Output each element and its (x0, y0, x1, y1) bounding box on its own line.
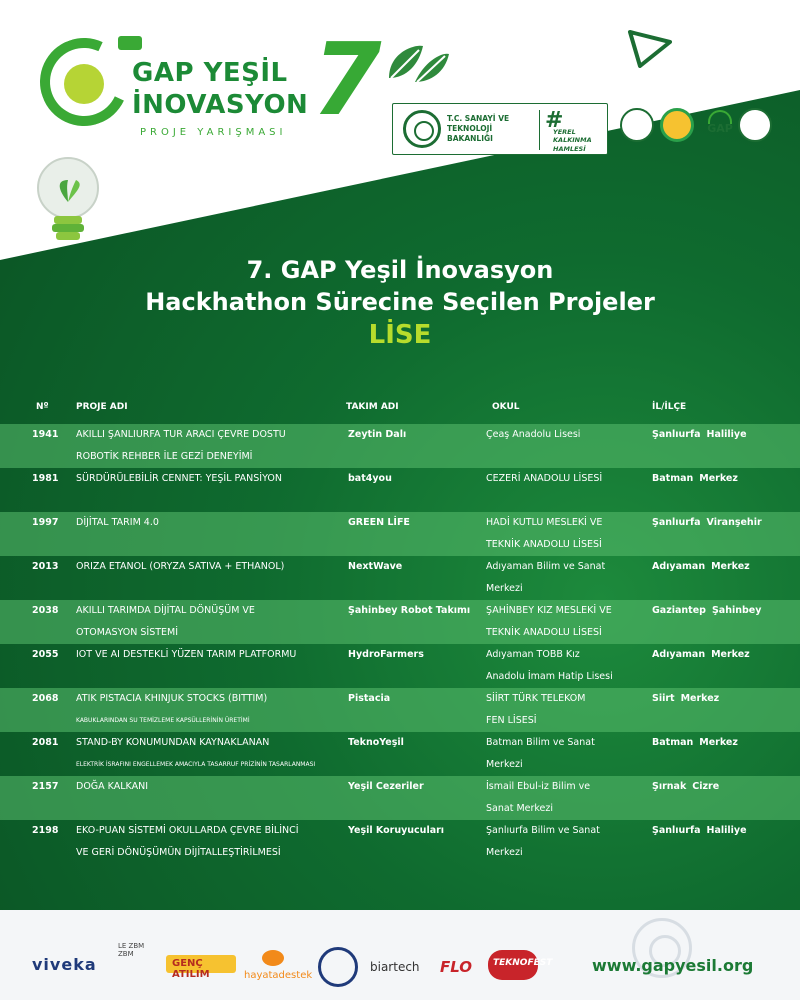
sponsor-geng-text: GENÇ ATILIM (172, 958, 210, 980)
page-title-line1: 7. GAP Yeşil İnovasyon (246, 256, 554, 284)
website-link[interactable]: www.gapyesil.org (592, 956, 754, 975)
cell-city (652, 732, 738, 754)
ministry-divider (539, 110, 540, 150)
sponsor-flo: FLO (440, 958, 473, 976)
cell-no: 1981 (32, 473, 59, 484)
sponsor-hayatadestek: hayatadestek (244, 970, 313, 981)
gap-logo (702, 108, 736, 142)
cell-province: Şırnak (652, 781, 687, 792)
cell-district: Şahinbey (711, 605, 762, 616)
cell-school-line2: TEKNİK ANADOLU LİSESİ (486, 539, 602, 550)
cell-district: Merkez (680, 693, 720, 704)
cell-project-line1: SÜRDÜRÜLEBİLİR CENNET: YEŞİL PANSİYON (76, 473, 282, 484)
cell-province: Batman (652, 473, 694, 484)
partner-seal-icon-1 (620, 108, 654, 142)
cell-project-line1: ATIK PISTACIA KHINJUK STOCKS (BITTIM) (76, 693, 268, 704)
cell-district: Cizre (692, 781, 720, 792)
cell-no: 2157 (32, 781, 59, 792)
cell-project-line1: ORIZA ETANOL (ORYZA SATIVA + ETHANOL) (76, 561, 285, 572)
table-row (0, 468, 800, 512)
sponsor-teknofest-logo (488, 950, 553, 980)
cell-team: HydroFarmers (348, 649, 424, 660)
cell-province: Adıyaman (652, 561, 706, 572)
cell-project-line2: OTOMASYON SİSTEMİ (76, 627, 179, 638)
table-row (0, 424, 800, 468)
cell-school-line2: Anadolu İmam Hatip Lisesi (486, 671, 613, 682)
sponsor-geng-logo (166, 955, 236, 980)
cell-no: 2038 (32, 605, 59, 616)
cell-district: Haliliye (706, 429, 747, 440)
cell-school-line1: CEZERİ ANADOLU LİSESİ (486, 473, 603, 484)
cell-district: Viranşehir (706, 517, 762, 528)
cell-team: Yeşil Cezeriler (348, 781, 424, 792)
category-label: LİSE (368, 320, 432, 350)
header-school: OKUL (492, 402, 520, 412)
cell-city (652, 820, 747, 842)
partner-seal-icon-2 (660, 108, 694, 142)
cell-team: Pistacia (348, 693, 391, 704)
cell-team: Yeşil Koruyucuları (348, 825, 445, 836)
hashtag-icon: # (545, 108, 564, 133)
cell-province: Siirt (652, 693, 675, 704)
cell-team: GREEN LİFE (348, 517, 410, 528)
cell-city (652, 424, 747, 446)
cell-school-line2: Sanat Merkezi (486, 803, 554, 814)
cell-school-line1: Çeaş Anadolu Lisesi (486, 429, 581, 440)
cell-no: 1941 (32, 429, 59, 440)
cell-school-line1: İsmail Ebul-iz Bilim ve (486, 781, 591, 792)
plug-icon (118, 36, 142, 50)
cell-team: Şahinbey Robot Takımı (348, 605, 471, 616)
light-bulb-icon (28, 150, 108, 250)
hayatadestek-logo-icon (262, 950, 284, 966)
sponsor-teknofest-text: TEKNOFEST (493, 958, 553, 968)
cell-school-line1: Adıyaman Bilim ve Sanat (486, 561, 606, 572)
cell-no: 2013 (32, 561, 59, 572)
ministry-name: T.C. SANAYİ VE TEKNOLOJİ BAKANLIĞI (447, 114, 510, 144)
cell-city (652, 556, 750, 578)
cell-school-line1: HADİ KUTLU MESLEKİ VE (486, 517, 603, 528)
table-row (0, 556, 800, 600)
table-row (0, 688, 800, 732)
cell-city (652, 600, 761, 622)
cell-team: Zeytin Dalı (348, 429, 407, 440)
ministry-seal-icon (403, 110, 441, 148)
cell-school-line2: TEKNİK ANADOLU LİSESİ (486, 627, 602, 638)
cell-project-line2: ELEKTRİK İSRAFINI ENGELLEMEK AMACIYLA TASARRUF PRİZİNİN TASARLANMASI (76, 761, 316, 768)
cell-team: bat4you (348, 473, 392, 484)
header-team: TAKIM ADI (346, 402, 399, 412)
cell-no: 1997 (32, 517, 59, 528)
header-no: Nº (36, 402, 49, 412)
cell-project-line2: KABUKLARINDAN SU TEMİZLEME KAPSÜLLERİNİN ÜRETİMİ (76, 717, 250, 724)
table-row (0, 732, 800, 776)
cell-team: TeknoYeşil (348, 737, 404, 748)
cell-team: NextWave (348, 561, 403, 572)
cell-province: Batman (652, 737, 694, 748)
cell-city (652, 644, 750, 666)
cell-school-line1: SİİRT TÜRK TELEKOM (486, 693, 586, 704)
cell-school-line2: Merkezi (486, 583, 523, 594)
cell-school-line1: ŞAHİNBEY KIZ MESLEKİ VE (486, 605, 612, 616)
table-row (0, 512, 800, 556)
header-city: İL/İLÇE (652, 402, 687, 412)
cell-city (652, 512, 762, 534)
cell-project-line2: ROBOTİK REHBER İLE GEZİ DENEYİMİ (76, 451, 253, 462)
cell-province: Şanlıurfa (652, 517, 701, 528)
cell-project-line1: AKILLI TARIMDA DİJİTAL DÖNÜŞÜM VE (76, 605, 255, 616)
cell-district: Merkez (711, 649, 750, 660)
logo-title-line1: GAP YEŞİL (132, 58, 288, 88)
sponsor-biartech: biartech (370, 960, 420, 974)
partner-seal-icon-4 (738, 108, 772, 142)
play-arrow-icon (626, 28, 672, 68)
cell-project-line1: STAND-BY KONUMUNDAN KAYNAKLANAN (76, 737, 270, 748)
cell-school-line1: Adıyaman TOBB Kız (486, 649, 580, 660)
table-row (0, 776, 800, 820)
cell-district: Haliliye (706, 825, 747, 836)
cell-project-line1: DOĞA KALKANI (76, 781, 148, 792)
cell-no: 2055 (32, 649, 59, 660)
cell-project-line1: IOT VE AI DESTEKLİ YÜZEN TARIM PLATFORMU (76, 649, 297, 660)
cell-project-line1: EKO-PUAN SİSTEMİ OKULLARDA ÇEVRE BİLİNCİ (76, 825, 299, 836)
cell-project-line1: DİJİTAL TARIM 4.0 (76, 517, 159, 528)
cell-project-line1: AKILLI ŞANLIURFA TUR ARACI ÇEVRE DOSTU (76, 429, 286, 440)
campaign-name: YEREL KALKINMA HAMLESİ (553, 128, 592, 153)
ministry-logo-box (392, 103, 608, 155)
cell-province: Gaziantep (652, 605, 706, 616)
cell-no: 2068 (32, 693, 59, 704)
cell-province: Şanlıurfa (652, 429, 701, 440)
cell-project-line2: VE GERİ DÖNÜŞÜMÜN DİJİTALLEŞTİRİLMESİ (76, 847, 281, 858)
cell-no: 2198 (32, 825, 59, 836)
cell-school-line1: Şanlıurfa Bilim ve Sanat (486, 825, 600, 836)
cell-school-line2: Merkezi (486, 759, 523, 770)
leaf-icon (385, 38, 451, 88)
sponsor-viveka: viveka (32, 955, 97, 974)
cell-school-line2: Merkezi (486, 847, 523, 858)
table-header (0, 402, 800, 420)
page-title-line2: Hackhathon Sürecine Seçilen Projeler (145, 288, 655, 316)
cell-school-line1: Batman Bilim ve Sanat (486, 737, 595, 748)
logo-leaf-mark (64, 64, 104, 104)
cell-school-line2: FEN LİSESİ (486, 715, 537, 726)
cell-city (652, 688, 719, 710)
cell-district: Merkez (699, 473, 738, 484)
cell-city (652, 776, 719, 798)
cell-no: 2081 (32, 737, 59, 748)
cell-province: Şanlıurfa (652, 825, 701, 836)
table-row (0, 600, 800, 644)
table-row (0, 820, 800, 864)
header-project: PROJE ADI (76, 402, 128, 412)
table-row (0, 644, 800, 688)
sponsor-lezbm: LE ZBM ZBM (118, 942, 145, 959)
gap-logo-text: GAP (707, 122, 733, 135)
sponsor-seal-icon (318, 947, 358, 987)
logo-edition-number: 7 (312, 21, 382, 138)
cell-province: Adıyaman (652, 649, 706, 660)
logo-title-line2: İNOVASYON (132, 90, 309, 120)
cell-district: Merkez (711, 561, 750, 572)
cell-district: Merkez (699, 737, 738, 748)
cell-city (652, 468, 738, 490)
logo-tagline: PROJE YARIŞMASI (140, 127, 287, 138)
event-logo (40, 21, 382, 140)
